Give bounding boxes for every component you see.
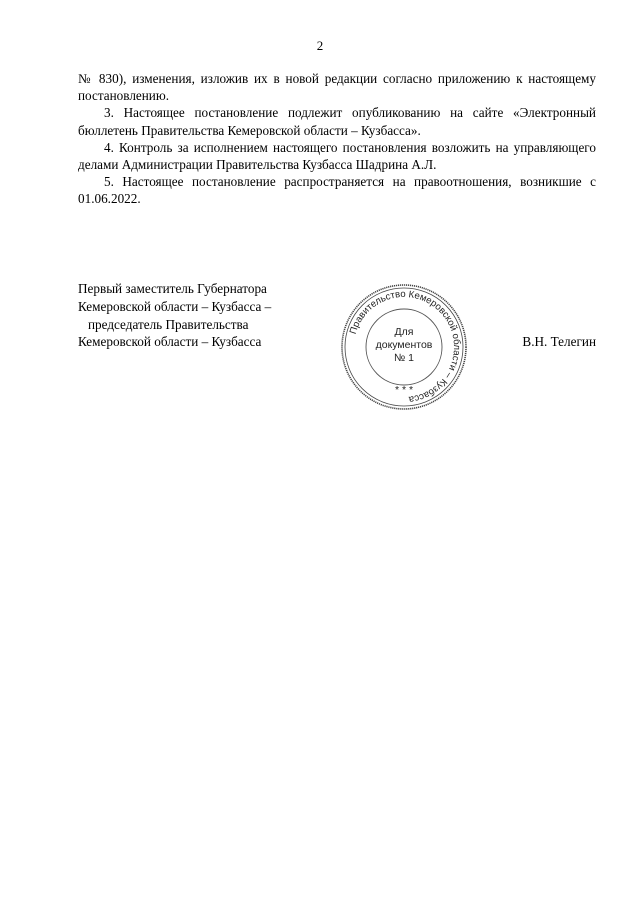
signature-block: [78, 280, 596, 351]
seal-center-line: Для: [394, 326, 414, 338]
signatory-name: В.Н. Телегин: [522, 334, 596, 349]
document-body: [78, 70, 596, 208]
signatory-title-line: Первый заместитель Губернатора: [78, 281, 267, 296]
seal-center-line: документов: [375, 339, 433, 351]
seal-ring-text-path: Правительство Кемеровской области – Кузбасса: [347, 288, 463, 405]
seal-stars: * * *: [394, 384, 414, 396]
official-seal: [339, 282, 469, 412]
signatory-title: [78, 280, 328, 351]
signatory-title-line: Кемеровской области – Кузбасса: [78, 334, 262, 350]
paragraph-3-publication: 3. Настоящее постановление подлежит опубликованию на сайте «Электронный бюллетень Правительства Кемеровской области – Кузбасса».: [78, 105, 596, 138]
paragraph-5-effective-date: 5. Настоящее постановление распространяется на правоотношения, возникшие с 01.06.2022.: [78, 174, 596, 207]
signatory-title-line: председатель Правительства: [88, 316, 249, 332]
seal-center-line: № 1: [393, 352, 415, 364]
seal-stamp-icon: [339, 282, 469, 412]
page-number: 2: [316, 38, 324, 53]
paragraph-4-control: 4. Контроль за исполнением настоящего постановления возложить на управляющего делами Администрации Правительства Кузбасса Шадрина А.Л.: [78, 139, 596, 173]
paragraph-continuation: № 830), изменения, изложив их в новой редакции согласно приложению к настоящему постановлению.: [78, 71, 596, 104]
signatory-title-line: Кемеровской области – Кузбасса –: [78, 298, 272, 314]
